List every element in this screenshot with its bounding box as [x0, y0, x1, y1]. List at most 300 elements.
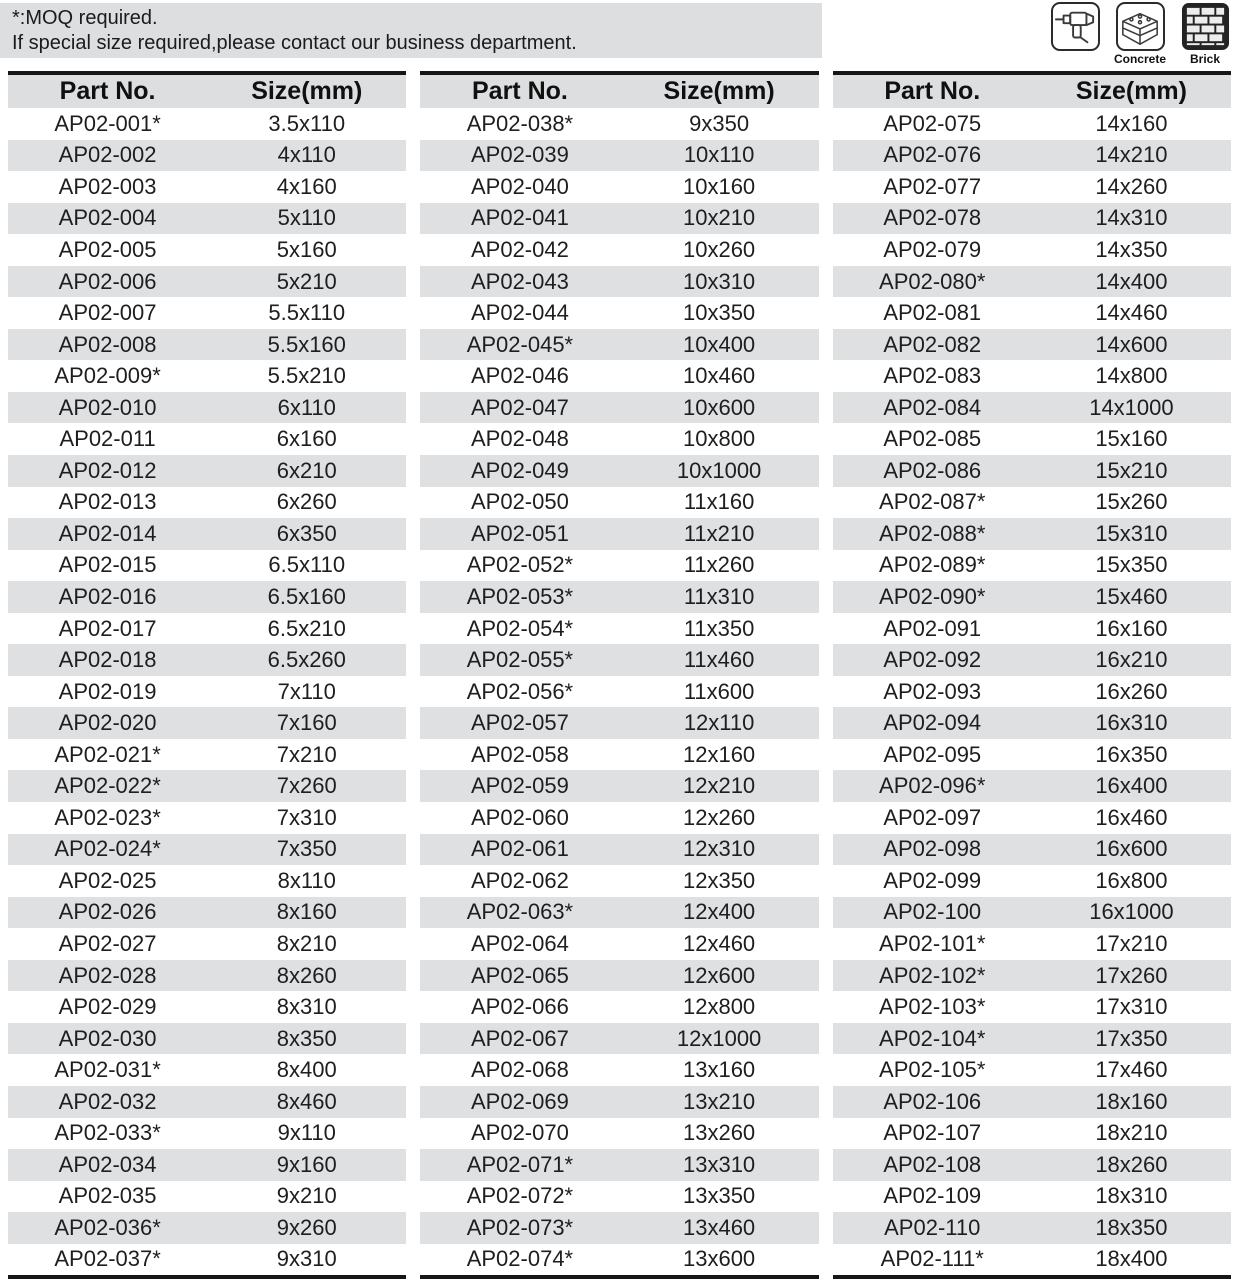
part-no-cell: AP02-100 [883, 899, 982, 925]
part-no-cell: AP02-049 [470, 457, 569, 483]
part-no-cell: AP02-058 [470, 741, 569, 767]
part-no-cell: AP02-054* [466, 615, 574, 641]
size-cell: 18x160 [1095, 1088, 1168, 1114]
size-cell: 5.5x110 [268, 300, 346, 326]
size-cell: 8x110 [277, 867, 336, 893]
table-row [420, 707, 818, 739]
size-cell: 7x350 [276, 836, 337, 862]
part-no-cell: AP02-051 [470, 520, 569, 546]
parts-table-block-2 [420, 71, 818, 1279]
part-no-cell: AP02-098 [883, 836, 982, 862]
size-cell: 15x350 [1095, 552, 1168, 578]
table-row [833, 171, 1231, 203]
part-no-cell: AP02-042 [470, 236, 569, 262]
table-row [8, 203, 406, 235]
table-row [833, 707, 1231, 739]
part-no-cell: AP02-087* [879, 489, 986, 515]
table-row [8, 329, 406, 361]
part-no-cell: AP02-040 [470, 173, 569, 199]
size-cell: 15x310 [1095, 520, 1168, 546]
table-row [833, 1054, 1231, 1086]
table-row [833, 518, 1231, 550]
part-no-cell: AP02-037* [54, 1246, 161, 1272]
table-row [833, 234, 1231, 266]
size-cell: 12x310 [682, 836, 756, 862]
part-no-cell: AP02-005 [58, 236, 157, 262]
size-cell: 14x800 [1095, 363, 1168, 389]
size-cell: 12x160 [682, 741, 756, 767]
part-no-cell: AP02-033* [54, 1120, 161, 1146]
part-no-cell: AP02-047 [470, 394, 569, 420]
part-no-cell: AP02-003 [58, 173, 157, 199]
size-cell: 13x210 [682, 1088, 756, 1114]
table-row [420, 203, 818, 235]
size-cell: 6x110 [277, 394, 336, 420]
size-cell: 6x160 [276, 426, 337, 452]
part-no-cell: AP02-073* [466, 1214, 574, 1240]
part-no-cell: AP02-029 [58, 994, 157, 1020]
table-row [420, 297, 818, 329]
brick-icon [1181, 2, 1230, 51]
part-no-cell: AP02-072* [466, 1183, 574, 1209]
part-no-cell: AP02-063* [466, 899, 574, 925]
part-no-cell: AP02-015 [58, 552, 157, 578]
size-cell: 14x600 [1095, 331, 1168, 357]
part-no-cell: AP02-026 [58, 899, 157, 925]
size-cell: 14x400 [1095, 268, 1168, 294]
size-cell: 14x260 [1095, 173, 1168, 199]
part-no-cell: AP02-024* [54, 836, 161, 862]
part-no-cell: AP02-023* [54, 804, 161, 830]
size-cell: 5.5x160 [267, 331, 346, 357]
table-row [8, 518, 406, 550]
part-no-cell: AP02-080* [879, 268, 986, 294]
size-cell: 9x350 [689, 110, 750, 136]
size-cell: 8x460 [276, 1088, 337, 1114]
size-cell: 11x260 [683, 552, 755, 578]
size-cell: 8x160 [276, 899, 337, 925]
part-no-cell: AP02-021* [54, 741, 161, 767]
table-row [833, 1181, 1231, 1213]
table-row [8, 234, 406, 266]
size-cell: 18x260 [1095, 1151, 1168, 1177]
size-cell: 16x460 [1095, 804, 1168, 830]
part-no-cell: AP02-020 [58, 710, 157, 736]
size-cell: 16x800 [1095, 867, 1168, 893]
part-no-cell: AP02-050 [470, 489, 569, 515]
table-row [8, 140, 406, 172]
size-cell: 9x160 [276, 1151, 337, 1177]
table-row [833, 455, 1231, 487]
size-cell: 15x460 [1095, 583, 1168, 609]
part-no-cell: AP02-078 [883, 205, 982, 231]
size-cell: 14x350 [1095, 236, 1168, 262]
size-cell: 10x800 [682, 426, 756, 452]
table-header-row [833, 75, 1231, 108]
part-no-header: Part No. [471, 77, 568, 105]
table-row [8, 1181, 406, 1213]
size-cell: 8x310 [276, 994, 337, 1020]
part-no-cell: AP02-111* [880, 1246, 984, 1272]
size-cell: 15x160 [1095, 426, 1168, 452]
parts-tables [8, 71, 1231, 1279]
size-cell: 6.5x210 [267, 615, 346, 641]
size-cell: 12x1000 [676, 1025, 762, 1051]
size-cell: 12x260 [682, 804, 756, 830]
part-no-cell: AP02-110 [884, 1214, 981, 1240]
table-body [833, 108, 1231, 1275]
size-cell: 10x1000 [676, 457, 762, 483]
table-row [420, 1181, 818, 1213]
part-no-cell: AP02-083 [883, 363, 982, 389]
size-cell: 16x400 [1095, 773, 1168, 799]
table-row [833, 297, 1231, 329]
table-row [833, 140, 1231, 172]
size-cell: 10x400 [682, 331, 756, 357]
table-row [420, 770, 818, 802]
size-cell: 10x160 [682, 173, 756, 199]
part-no-cell: AP02-038* [466, 110, 574, 136]
size-cell: 12x600 [682, 962, 756, 988]
table-row [833, 802, 1231, 834]
table-row [833, 1212, 1231, 1244]
part-no-cell: AP02-101* [879, 930, 986, 956]
table-row [8, 802, 406, 834]
table-row [833, 487, 1231, 519]
table-row [833, 329, 1231, 361]
part-no-cell: AP02-004 [58, 205, 157, 231]
part-no-header: Part No. [884, 77, 981, 105]
part-no-cell: AP02-081 [883, 300, 982, 326]
table-row [8, 392, 406, 424]
part-no-cell: AP02-022* [54, 773, 161, 799]
size-cell: 6.5x110 [268, 552, 346, 578]
part-no-cell: AP02-071* [466, 1151, 574, 1177]
table-row [8, 739, 406, 771]
table-row [833, 360, 1231, 392]
table-row [420, 1244, 818, 1276]
size-cell: 11x600 [683, 678, 755, 704]
size-cell: 13x460 [682, 1214, 756, 1240]
table-row [420, 613, 818, 645]
size-cell: 17x350 [1095, 1025, 1168, 1051]
size-cell: 17x260 [1095, 962, 1168, 988]
part-no-cell: AP02-011 [59, 426, 156, 452]
parts-table-block-3 [833, 71, 1231, 1279]
part-no-cell: AP02-056* [466, 678, 574, 704]
size-cell: 13x310 [682, 1151, 756, 1177]
part-no-cell: AP02-068 [470, 1057, 569, 1083]
part-no-cell: AP02-014 [58, 520, 157, 546]
size-cell: 12x110 [683, 710, 755, 736]
part-no-cell: AP02-102* [879, 962, 986, 988]
part-no-cell: AP02-075 [883, 110, 982, 136]
table-row [8, 960, 406, 992]
table-row [420, 834, 818, 866]
size-cell: 7x210 [276, 741, 337, 767]
part-no-cell: AP02-041 [470, 205, 569, 231]
table-row [833, 834, 1231, 866]
table-row [8, 1023, 406, 1055]
part-no-cell: AP02-059 [470, 773, 569, 799]
hammer-drill-icon [1051, 2, 1100, 51]
table-body [420, 108, 818, 1275]
part-no-cell: AP02-035 [58, 1183, 157, 1209]
size-cell: 8x210 [276, 930, 337, 956]
part-no-cell: AP02-093 [883, 678, 982, 704]
part-no-cell: AP02-048 [470, 426, 569, 452]
table-row [8, 1118, 406, 1150]
table-row [833, 1086, 1231, 1118]
size-cell: 9x210 [276, 1183, 337, 1209]
legend-item-concrete [1113, 2, 1167, 66]
table-header-row [420, 75, 818, 108]
size-cell: 14x460 [1095, 300, 1168, 326]
part-no-cell: AP02-065 [470, 962, 569, 988]
table-row [8, 1054, 406, 1086]
concrete-label: Concrete [1113, 52, 1166, 66]
size-cell: 7x260 [276, 773, 337, 799]
table-row [420, 550, 818, 582]
application-legend [1048, 2, 1232, 66]
part-no-cell: AP02-057 [470, 710, 569, 736]
table-row [420, 1118, 818, 1150]
table-row [8, 707, 406, 739]
part-no-cell: AP02-055* [466, 647, 574, 673]
size-cell: 18x310 [1095, 1183, 1168, 1209]
table-row [420, 802, 818, 834]
size-header: Size(mm) [251, 77, 363, 105]
part-no-cell: AP02-045* [466, 331, 574, 357]
table-row [8, 676, 406, 708]
part-no-cell: AP02-069 [470, 1088, 569, 1114]
size-cell: 6x260 [276, 489, 337, 515]
part-no-cell: AP02-077 [883, 173, 982, 199]
size-cell: 9x110 [277, 1120, 336, 1146]
part-no-cell: AP02-099 [883, 867, 982, 893]
part-no-cell: AP02-082 [883, 331, 982, 357]
part-no-cell: AP02-105* [879, 1057, 986, 1083]
size-cell: 17x460 [1095, 1057, 1168, 1083]
part-no-cell: AP02-028 [58, 962, 157, 988]
size-cell: 6x210 [276, 457, 337, 483]
table-row [420, 487, 818, 519]
table-row [8, 644, 406, 676]
table-row [8, 897, 406, 929]
table-row [833, 203, 1231, 235]
table-row [8, 1212, 406, 1244]
size-cell: 12x800 [682, 994, 756, 1020]
part-no-cell: AP02-066 [470, 994, 569, 1020]
part-no-cell: AP02-031* [54, 1057, 161, 1083]
table-row [833, 770, 1231, 802]
table-body [8, 108, 406, 1275]
size-cell: 15x260 [1095, 489, 1168, 515]
part-no-cell: AP02-006 [58, 268, 157, 294]
part-no-cell: AP02-001* [54, 110, 161, 136]
size-cell: 5x110 [277, 205, 336, 231]
part-no-cell: AP02-086 [883, 457, 982, 483]
size-cell: 10x600 [682, 394, 756, 420]
table-row [833, 108, 1231, 140]
part-no-cell: AP02-032 [58, 1088, 157, 1114]
table-row [420, 392, 818, 424]
size-cell: 12x350 [682, 867, 756, 893]
part-no-cell: AP02-012 [58, 457, 157, 483]
part-no-cell: AP02-052* [466, 552, 574, 578]
part-no-cell: AP02-089* [879, 552, 986, 578]
part-no-cell: AP02-104* [879, 1025, 986, 1051]
part-no-cell: AP02-074* [466, 1246, 574, 1272]
size-cell: 12x210 [682, 773, 756, 799]
size-cell: 14x1000 [1089, 394, 1174, 420]
part-no-cell: AP02-108 [883, 1151, 982, 1177]
table-row [420, 581, 818, 613]
table-row [420, 676, 818, 708]
table-row [420, 1086, 818, 1118]
part-no-cell: AP02-064 [470, 930, 569, 956]
table-row [420, 960, 818, 992]
size-cell: 4x160 [276, 173, 337, 199]
table-row [8, 770, 406, 802]
part-no-cell: AP02-090* [879, 583, 986, 609]
table-row [420, 1023, 818, 1055]
size-cell: 5x160 [276, 236, 337, 262]
size-cell: 12x460 [682, 930, 756, 956]
size-cell: 10x310 [682, 268, 756, 294]
part-no-cell: AP02-062 [470, 867, 569, 893]
size-cell: 15x210 [1095, 457, 1168, 483]
part-no-cell: AP02-025 [58, 867, 157, 893]
table-row [420, 1149, 818, 1181]
size-cell: 6.5x160 [267, 583, 346, 609]
table-row [420, 518, 818, 550]
size-cell: 13x350 [682, 1183, 756, 1209]
table-row [420, 865, 818, 897]
table-row [833, 865, 1231, 897]
size-cell: 8x400 [276, 1057, 337, 1083]
part-no-cell: AP02-067 [470, 1025, 569, 1051]
size-cell: 5.5x210 [267, 363, 346, 389]
table-row [420, 897, 818, 929]
size-cell: 5x210 [276, 268, 337, 294]
part-no-cell: AP02-007 [58, 300, 157, 326]
size-cell: 14x160 [1095, 110, 1168, 136]
size-cell: 16x160 [1095, 615, 1168, 641]
table-row [833, 644, 1231, 676]
size-cell: 14x210 [1095, 142, 1168, 168]
size-cell: 10x260 [682, 236, 756, 262]
part-no-cell: AP02-009* [54, 363, 161, 389]
table-row [8, 991, 406, 1023]
table-row [8, 1149, 406, 1181]
size-cell: 18x350 [1095, 1214, 1168, 1240]
size-cell: 17x210 [1095, 930, 1168, 956]
part-no-cell: AP02-018 [58, 647, 157, 673]
table-row [8, 297, 406, 329]
part-no-cell: AP02-097 [883, 804, 982, 830]
table-row [8, 1244, 406, 1276]
table-row [8, 865, 406, 897]
table-row [833, 991, 1231, 1023]
table-row [420, 928, 818, 960]
part-no-cell: AP02-061 [470, 836, 569, 862]
concrete-icon [1116, 2, 1165, 51]
part-no-cell: AP02-096* [879, 773, 986, 799]
part-no-cell: AP02-043 [470, 268, 569, 294]
legend-item-brick [1178, 2, 1232, 66]
part-no-cell: AP02-016 [58, 583, 157, 609]
size-cell: 16x310 [1095, 710, 1168, 736]
table-row [833, 392, 1231, 424]
size-cell: 8x350 [276, 1025, 337, 1051]
table-row [420, 739, 818, 771]
table-row [8, 581, 406, 613]
part-no-header: Part No. [59, 77, 156, 105]
size-cell: 6x350 [276, 520, 337, 546]
table-row [833, 1118, 1231, 1150]
legend-item-drill [1048, 2, 1102, 66]
part-no-cell: AP02-019 [58, 678, 157, 704]
table-row [833, 960, 1231, 992]
part-no-cell: AP02-076 [883, 142, 982, 168]
part-no-cell: AP02-002 [58, 142, 157, 168]
part-no-cell: AP02-036* [54, 1214, 161, 1240]
moq-note [0, 3, 822, 58]
table-row [8, 360, 406, 392]
part-no-cell: AP02-070 [470, 1120, 569, 1146]
table-row [8, 266, 406, 298]
size-cell: 3.5x110 [268, 110, 346, 136]
size-cell: 7x310 [276, 804, 337, 830]
size-cell: 17x310 [1095, 994, 1168, 1020]
part-no-cell: AP02-039 [470, 142, 569, 168]
part-no-cell: AP02-017 [58, 615, 157, 641]
part-no-cell: AP02-084 [883, 394, 982, 420]
size-cell: 8x260 [276, 962, 337, 988]
table-row [8, 550, 406, 582]
part-no-cell: AP02-106 [883, 1088, 982, 1114]
size-cell: 16x210 [1095, 647, 1168, 673]
table-row [833, 581, 1231, 613]
part-no-cell: AP02-034 [58, 1151, 157, 1177]
part-no-cell: AP02-060 [470, 804, 569, 830]
table-row [833, 676, 1231, 708]
size-cell: 9x260 [276, 1214, 337, 1240]
table-row [420, 140, 818, 172]
table-row [420, 423, 818, 455]
size-cell: 10x110 [683, 142, 755, 168]
size-cell: 11x310 [683, 583, 755, 609]
table-row [833, 613, 1231, 645]
table-row [8, 423, 406, 455]
table-row [8, 455, 406, 487]
part-no-cell: AP02-107 [883, 1120, 982, 1146]
size-cell: 10x460 [682, 363, 756, 389]
table-row [833, 550, 1231, 582]
table-row [420, 644, 818, 676]
table-row [833, 739, 1231, 771]
size-cell: 11x460 [683, 647, 755, 673]
part-no-cell: AP02-010 [58, 394, 157, 420]
part-no-cell: AP02-044 [470, 300, 569, 326]
table-row [420, 266, 818, 298]
part-no-cell: AP02-109 [883, 1183, 982, 1209]
size-cell: 11x350 [683, 615, 755, 641]
part-no-cell: AP02-027 [58, 930, 157, 956]
size-cell: 7x110 [277, 678, 336, 704]
table-row [8, 108, 406, 140]
